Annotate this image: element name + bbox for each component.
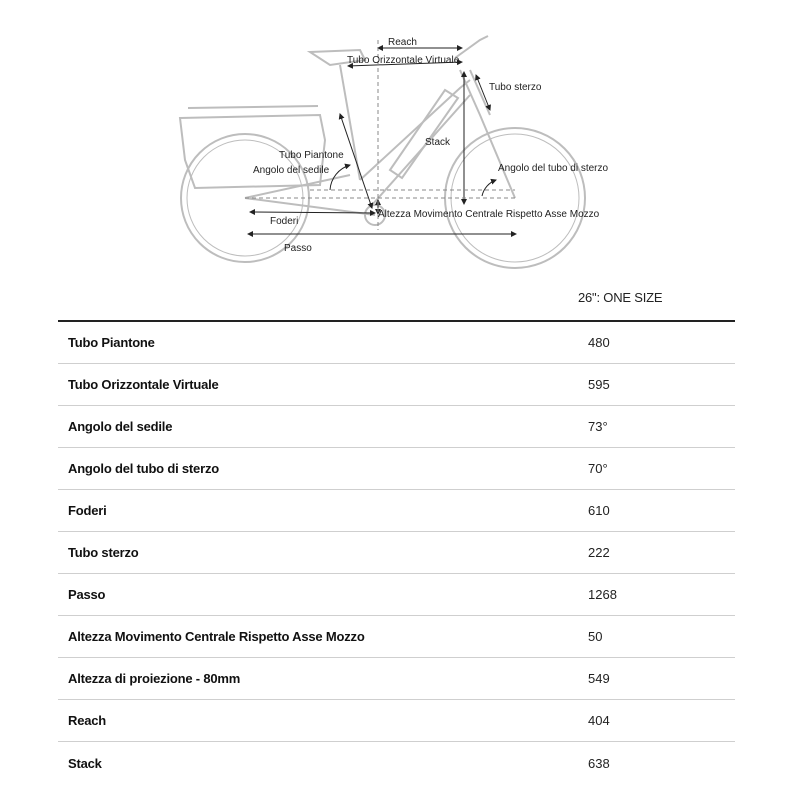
row-value: 549 xyxy=(588,671,610,686)
row-label: Angolo del tubo di sterzo xyxy=(68,461,219,476)
head-tube-diagram-label: Tubo sterzo xyxy=(489,82,542,93)
row-label: Passo xyxy=(68,587,106,602)
virtual-top-tube-diagram-label: Tubo Orizzontale Virtuale xyxy=(347,55,460,66)
row-label: Foderi xyxy=(68,503,107,518)
bb-drop-diagram-label: Altezza Movimento Centrale Rispetto Asse Mozzo xyxy=(378,209,600,220)
row-label: Tubo Piantone xyxy=(68,335,155,350)
row-value: 1268 xyxy=(588,587,617,602)
row-value: 480 xyxy=(588,335,610,350)
table-row xyxy=(58,532,735,574)
row-value: 638 xyxy=(588,755,610,771)
row-value: 50 xyxy=(588,629,603,644)
row-label: Tubo Orizzontale Virtuale xyxy=(68,377,219,392)
table-row xyxy=(58,406,735,448)
table-row xyxy=(58,574,735,616)
seat-angle-diagram-label: Angolo del sedile xyxy=(253,165,330,176)
bike-geometry-diagram xyxy=(170,28,630,273)
geometry-table xyxy=(58,320,735,784)
reach-diagram-label: Reach xyxy=(388,37,417,48)
table-row xyxy=(58,616,735,658)
wheelbase-diagram-label: Passo xyxy=(284,243,312,254)
row-label: Reach xyxy=(68,713,107,728)
size-column-header: 26": ONE SIZE xyxy=(578,290,663,305)
table-row xyxy=(58,700,735,742)
row-label: Stack xyxy=(68,755,102,771)
row-value: 610 xyxy=(588,503,610,518)
chainstays-diagram-label: Foderi xyxy=(270,216,299,227)
table-row xyxy=(58,364,735,406)
row-value: 595 xyxy=(588,377,610,392)
table-row xyxy=(58,658,735,700)
bike-silhouette xyxy=(180,36,585,268)
table-row xyxy=(58,448,735,490)
stack-diagram-label: Stack xyxy=(425,137,451,148)
row-value: 73° xyxy=(588,419,608,434)
reference-lines xyxy=(245,40,515,230)
table-row xyxy=(58,490,735,532)
row-label: Angolo del sedile xyxy=(68,419,173,434)
row-label: Tubo sterzo xyxy=(68,545,139,560)
head-angle-diagram-label: Angolo del tubo di sterzo xyxy=(498,163,609,174)
table-row xyxy=(58,322,735,364)
seat-tube-diagram-label: Tubo Piantone xyxy=(279,150,344,161)
row-label: Altezza di proiezione - 80mm xyxy=(68,671,241,686)
row-value: 222 xyxy=(588,545,610,560)
table-row xyxy=(58,742,735,784)
row-label: Altezza Movimento Centrale Rispetto Asse Mozzo xyxy=(68,629,365,644)
row-value: 404 xyxy=(588,713,610,728)
row-value: 70° xyxy=(588,461,608,476)
